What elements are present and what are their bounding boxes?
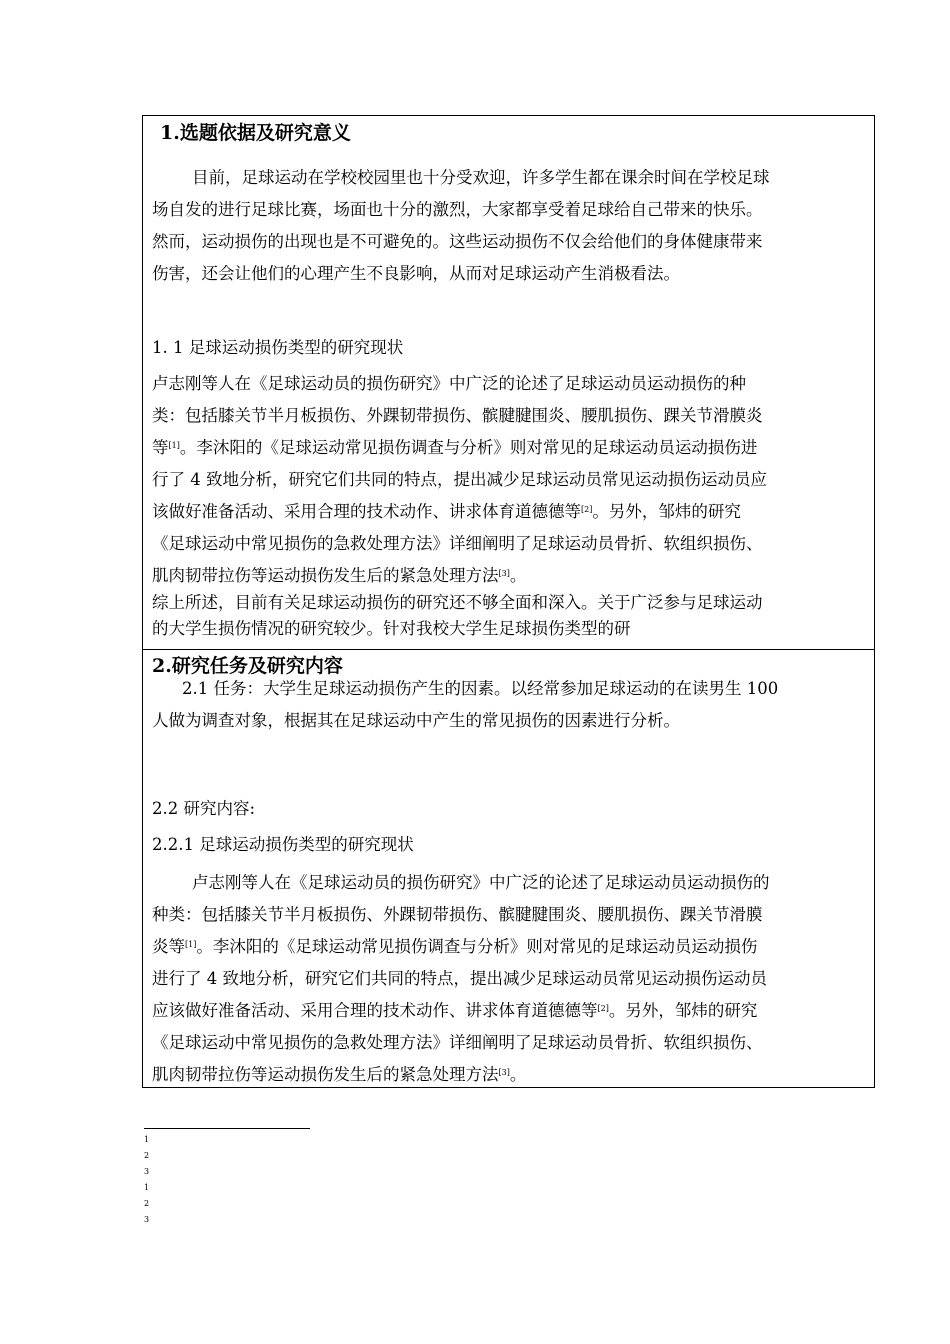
- section2-task-paragraph: [152, 673, 870, 737]
- review-text: 。李沐阳的《足球运动常见损伤调查与分析》则对常见的足球运动员运动损伤: [196, 937, 758, 956]
- intro-line: 目前，足球运动在学校校园里也十分受欢迎，许多学生都在课余时间在学校足球: [192, 168, 770, 187]
- review-text: 。李沐阳的《足球运动常见损伤调查与分析》则对常见的足球运动员运动损伤进: [179, 438, 758, 457]
- review-text: 该做好准备活动、采用合理的技术动作、讲求体育道德德等: [152, 502, 581, 521]
- footnote-number: 2: [144, 1151, 150, 1160]
- section2-content-sub-heading: 2.2.1 足球运动损伤类型的研究现状: [152, 835, 414, 854]
- review-line: 卢志刚等人在《足球运动员的损伤研究》中广泛的论述了足球运动员运动损伤的种: [152, 374, 746, 393]
- review-line: 卢志刚等人在《足球运动员的损伤研究》中广泛的论述了足球运动员运动损伤的: [192, 873, 770, 892]
- review-text: 。另外，邹炜的研究: [592, 502, 741, 521]
- footnote-number: 1: [144, 1183, 150, 1192]
- intro-line: 场自发的进行足球比赛，场面也十分的激烈，大家都享受着足球给自己带来的快乐。: [152, 200, 763, 219]
- section2-content-heading: 2.2 研究内容:: [152, 799, 256, 818]
- footnote-number: 3: [144, 1215, 150, 1224]
- summary-line: 的大学生损伤情况的研究较少。针对我校大学生足球损伤类型的研: [152, 619, 631, 638]
- review-line: [152, 1059, 870, 1091]
- review-text: 等: [152, 438, 169, 457]
- table-row-divider: [142, 649, 875, 650]
- footnote-separator: [144, 1128, 310, 1129]
- section2-title: 2.研究任务及研究内容: [152, 655, 343, 677]
- section1-summary-paragraph: [152, 590, 870, 642]
- review-line: [152, 496, 870, 528]
- task-line: 人做为调查对象，根据其在足球运动中产生的常见损伤的因素进行分析。: [152, 711, 680, 730]
- review-text: 。另外，邹炜的研究: [608, 1001, 758, 1020]
- review-text: 。: [509, 1065, 527, 1084]
- citation-ref: [2]: [597, 1004, 609, 1013]
- summary-line: 综上所述，目前有关足球运动损伤的研究还不够全面和深入。关于广泛参与足球运动: [152, 593, 763, 612]
- intro-line: 伤害，还会让他们的心理产生不良影响，从而对足球运动产生消极看法。: [152, 264, 680, 283]
- review-line: [152, 995, 870, 1027]
- citation-ref: [3]: [498, 569, 510, 578]
- citation-ref: [3]: [498, 1068, 510, 1077]
- review-text: 肌肉韧带拉伤等运动损伤发生后的紧急处理方法: [152, 566, 499, 585]
- review-line: 类：包括膝关节半月板损伤、外踝韧带损伤、髌腱腱围炎、腰肌损伤、踝关节滑膜炎: [152, 406, 763, 425]
- review-line: 《足球运动中常见损伤的急救处理方法》详细阐明了足球运动员骨折、软组织损伤、: [152, 534, 763, 553]
- review-text: 肌肉韧带拉伤等运动损伤发生后的紧急处理方法: [152, 1065, 499, 1084]
- review-text: 应该做好准备活动、采用合理的技术动作、讲求体育道德德等: [152, 1001, 598, 1020]
- citation-ref: [2]: [581, 505, 593, 514]
- footnote-number: 1: [144, 1135, 150, 1144]
- review-line: 进行了 4 致地分析，研究它们共同的特点，提出减少足球运动员常见运动损伤运动员: [152, 969, 767, 988]
- review-line: [152, 931, 870, 963]
- intro-line: 然而，运动损伤的出现也是不可避免的。这些运动损伤不仅会给他们的身体健康带来: [152, 232, 763, 251]
- section2-review-paragraph: [152, 867, 870, 1091]
- task-line: 2.1 任务：大学生足球运动损伤产生的因素。以经常参加足球运动的在读男生 100: [182, 679, 779, 698]
- section1-sub-heading: 1. 1 足球运动损伤类型的研究现状: [152, 338, 404, 357]
- review-line: 行了 4 致地分析，研究它们共同的特点，提出减少足球运动员常见运动损伤运动员应: [152, 470, 767, 489]
- footnote-number: 3: [144, 1167, 150, 1176]
- section1-title: 1.选题依据及研究意义: [160, 122, 351, 144]
- review-text: 炎等: [152, 937, 185, 956]
- review-line: 《足球运动中常见损伤的急救处理方法》详细阐明了足球运动员骨折、软组织损伤、: [152, 1033, 763, 1052]
- citation-ref: [1]: [168, 441, 180, 450]
- footnote-number: 2: [144, 1199, 150, 1208]
- review-line: [152, 432, 870, 464]
- citation-ref: [1]: [185, 940, 197, 949]
- review-line: [152, 560, 870, 592]
- review-text: 。: [509, 566, 527, 585]
- section1-intro-paragraph: [152, 162, 870, 290]
- section1-review-paragraph: [152, 368, 870, 592]
- review-line: 种类：包括膝关节半月板损伤、外踝韧带损伤、髌腱腱围炎、腰肌损伤、踝关节滑膜: [152, 905, 763, 924]
